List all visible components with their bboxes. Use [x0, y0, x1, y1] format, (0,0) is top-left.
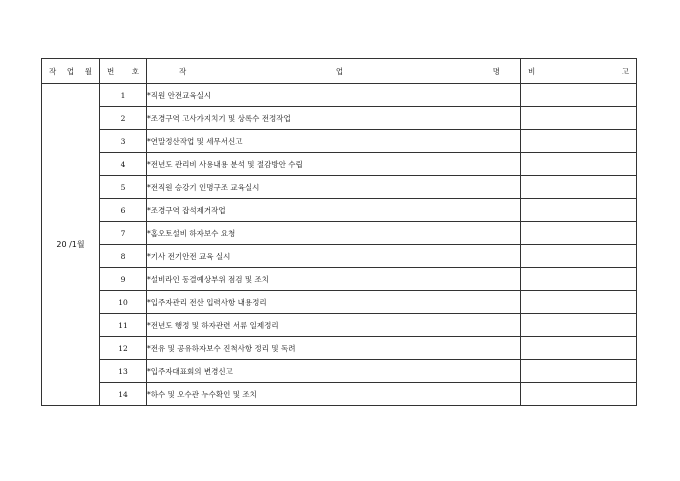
row-number: 3	[100, 130, 147, 153]
row-number: 7	[100, 222, 147, 245]
task-name: *홈오토설비 하자보수 요청	[147, 222, 521, 245]
task-name: *하수 및 오수관 누수확인 및 조치	[147, 383, 521, 406]
task-name: *연말정산작업 및 세무서신고	[147, 130, 521, 153]
task-name: *기사 전기안전 교육 실시	[147, 245, 521, 268]
header-task-name: 작 업 명	[147, 59, 521, 84]
note-cell	[521, 245, 637, 268]
note-cell	[521, 199, 637, 222]
note-cell	[521, 176, 637, 199]
task-name: *전유 및 공유하자보수 진척사항 정리 및 독려	[147, 337, 521, 360]
note-cell	[521, 107, 637, 130]
note-cell	[521, 153, 637, 176]
task-name: *입주자대표회의 변경신고	[147, 360, 521, 383]
row-number: 6	[100, 199, 147, 222]
note-cell	[521, 360, 637, 383]
note-cell	[521, 291, 637, 314]
note-cell	[521, 222, 637, 245]
row-number: 13	[100, 360, 147, 383]
row-number: 8	[100, 245, 147, 268]
task-name: *전년도 관리비 사용내용 분석 및 절감방안 수립	[147, 153, 521, 176]
note-cell	[521, 130, 637, 153]
row-number: 1	[100, 84, 147, 107]
table-row	[42, 199, 637, 222]
table-row	[42, 291, 637, 314]
task-name: *입주자관리 전산 입력사항 내용정리	[147, 291, 521, 314]
month-cell: 20 /1월	[42, 84, 100, 406]
note-cell	[521, 84, 637, 107]
task-name: *조경구역 잡석제거작업	[147, 199, 521, 222]
work-plan-table	[41, 58, 637, 406]
header-row	[42, 59, 637, 84]
row-number: 2	[100, 107, 147, 130]
header-month: 작 업 월	[42, 59, 100, 84]
row-number: 10	[100, 291, 147, 314]
table-row	[42, 176, 637, 199]
note-cell	[521, 314, 637, 337]
table-row	[42, 383, 637, 406]
note-cell	[521, 337, 637, 360]
table-row	[42, 107, 637, 130]
task-name: *조경구역 고사가지치기 및 상록수 전정작업	[147, 107, 521, 130]
row-number: 5	[100, 176, 147, 199]
task-name: *직원 안전교육실시	[147, 84, 521, 107]
table-row	[42, 84, 637, 107]
table-row	[42, 245, 637, 268]
table-row	[42, 337, 637, 360]
table-row	[42, 268, 637, 291]
row-number: 4	[100, 153, 147, 176]
task-name: *전직원 승강기 인명구조 교육실시	[147, 176, 521, 199]
table-row	[42, 130, 637, 153]
task-name: *전년도 행정 및 하자관련 서류 일제정리	[147, 314, 521, 337]
row-number: 14	[100, 383, 147, 406]
header-note: 비 고	[521, 59, 637, 84]
row-number: 11	[100, 314, 147, 337]
note-cell	[521, 268, 637, 291]
task-name: *설비라인 동결예상부위 점검 및 조치	[147, 268, 521, 291]
table-row	[42, 153, 637, 176]
note-cell	[521, 383, 637, 406]
table-row	[42, 314, 637, 337]
table-row	[42, 360, 637, 383]
row-number: 9	[100, 268, 147, 291]
header-number: 번 호	[100, 59, 147, 84]
row-number: 12	[100, 337, 147, 360]
table-row	[42, 222, 637, 245]
